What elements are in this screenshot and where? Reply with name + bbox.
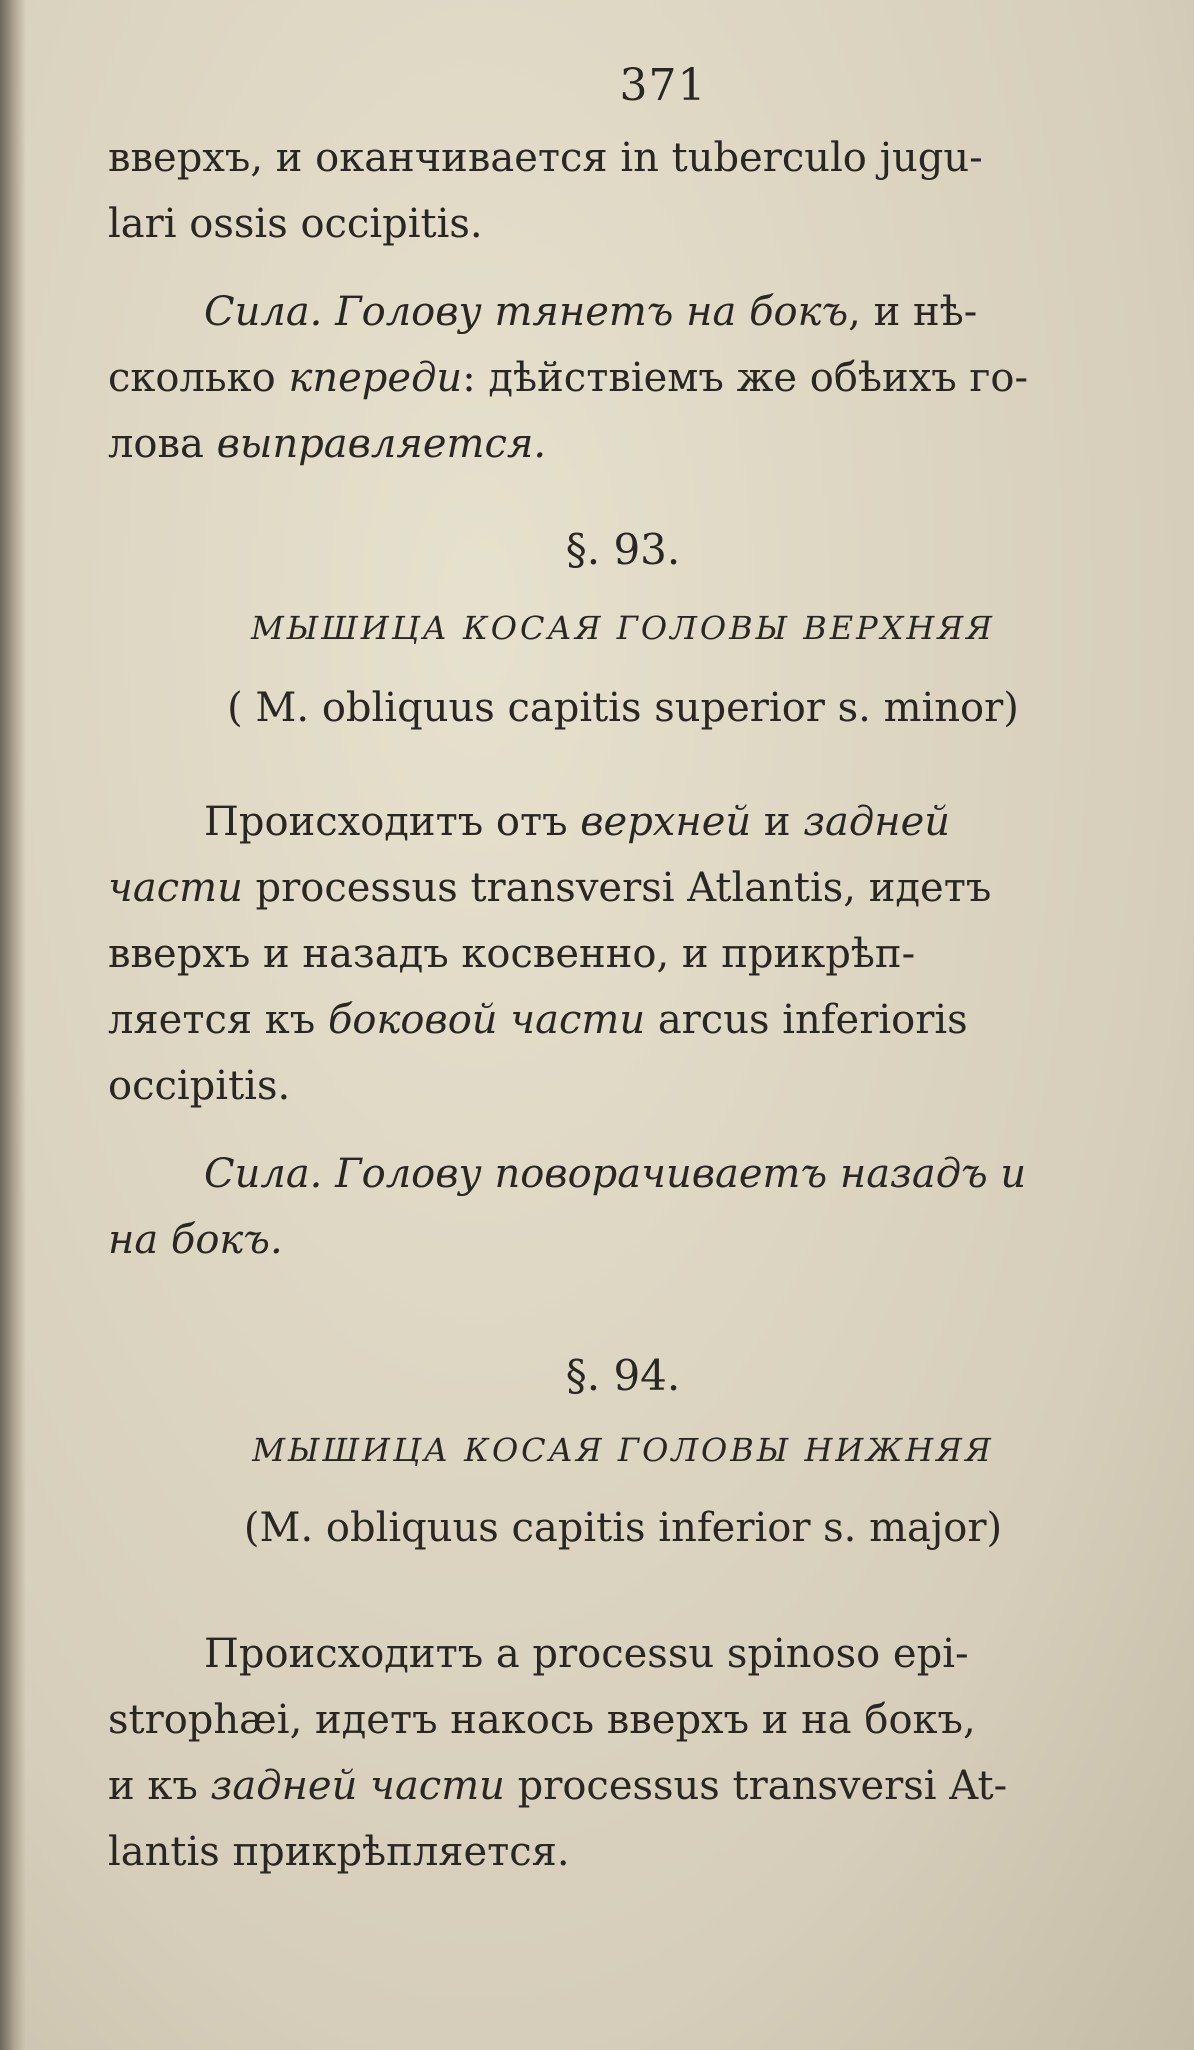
page-text [108, 60, 1138, 1885]
origin-93-b1: части [108, 865, 243, 911]
origin-93-e: occipitis. [108, 1063, 291, 1109]
section-94-number: §. 94. [565, 1351, 681, 1400]
force-93-text: Голову поворачиваетъ назадъ и [322, 1151, 1027, 1197]
origin-94-c3: processus transversi At- [504, 1763, 1008, 1809]
force-93-text-2: на бокъ. [108, 1217, 283, 1263]
force-93-label: Сила. [204, 1151, 323, 1197]
origin-93-d1: ляется къ [108, 997, 328, 1043]
origin-94-c2: задней части [210, 1763, 505, 1809]
force-text-line2a: сколько [108, 355, 289, 401]
origin-94-b: strophæi, идетъ накось вверхъ и на бокъ, [108, 1697, 976, 1743]
origin-94-c1: и къ [108, 1763, 211, 1809]
origin-93-b2: processus transversi Atlantis, идетъ [242, 865, 992, 911]
force-text-side: бокъ [749, 289, 849, 335]
section-93-force [108, 1141, 1138, 1273]
force-paragraph-1 [108, 279, 1138, 477]
section-93-origin [108, 789, 1138, 1119]
force-text-line2c: : дѣйствiемъ же обѣихъ го- [462, 355, 1028, 401]
force-text-tail: , и нѣ- [848, 289, 978, 335]
section-93-latin-name: ( M. obliquus capitis superior s. minor) [227, 685, 1019, 731]
section-93-number: §. 93. [565, 525, 681, 574]
section-94-origin [108, 1621, 1138, 1885]
section-94-latin-name: (M. obliquus capitis inferior s. major) [243, 1505, 1003, 1551]
origin-93-a3: и [751, 799, 804, 845]
origin-93-a1: Происходитъ отъ [204, 799, 581, 845]
continuation-line-2: lari ossis occipitis. [108, 201, 483, 247]
origin-94-a: Происходитъ a processu spinoso epi- [204, 1631, 969, 1677]
origin-93-d3: arcus inferioris [645, 997, 968, 1043]
section-94-title: МЫШИЦА КОСАЯ ГОЛОВЫ НИЖНЯЯ [252, 1431, 994, 1469]
section-93-title: МЫШИЦА КОСАЯ ГОЛОВЫ ВЕРХНЯЯ [250, 609, 996, 647]
page-number: 371 [619, 60, 707, 111]
origin-93-a4: задней [803, 799, 951, 845]
origin-93-a2: верхней [580, 799, 752, 845]
force-text-line3a: лова [108, 421, 217, 467]
force-label: Сила. [204, 289, 323, 335]
force-text-line2b: кпереди [288, 355, 463, 401]
origin-94-d: lantis прикрѣпляется. [108, 1829, 570, 1875]
force-text-line3b: выправляется. [216, 421, 547, 467]
continuation-line-1: вверхъ, и оканчивается in tuberculo jugu- [108, 135, 983, 181]
page-binding-shadow [0, 0, 26, 2050]
force-text: Голову тянетъ на [322, 289, 750, 335]
origin-93-c: вверхъ и назадъ косвенно, и прикрѣп- [108, 931, 916, 977]
origin-93-d2: боковой части [327, 997, 646, 1043]
